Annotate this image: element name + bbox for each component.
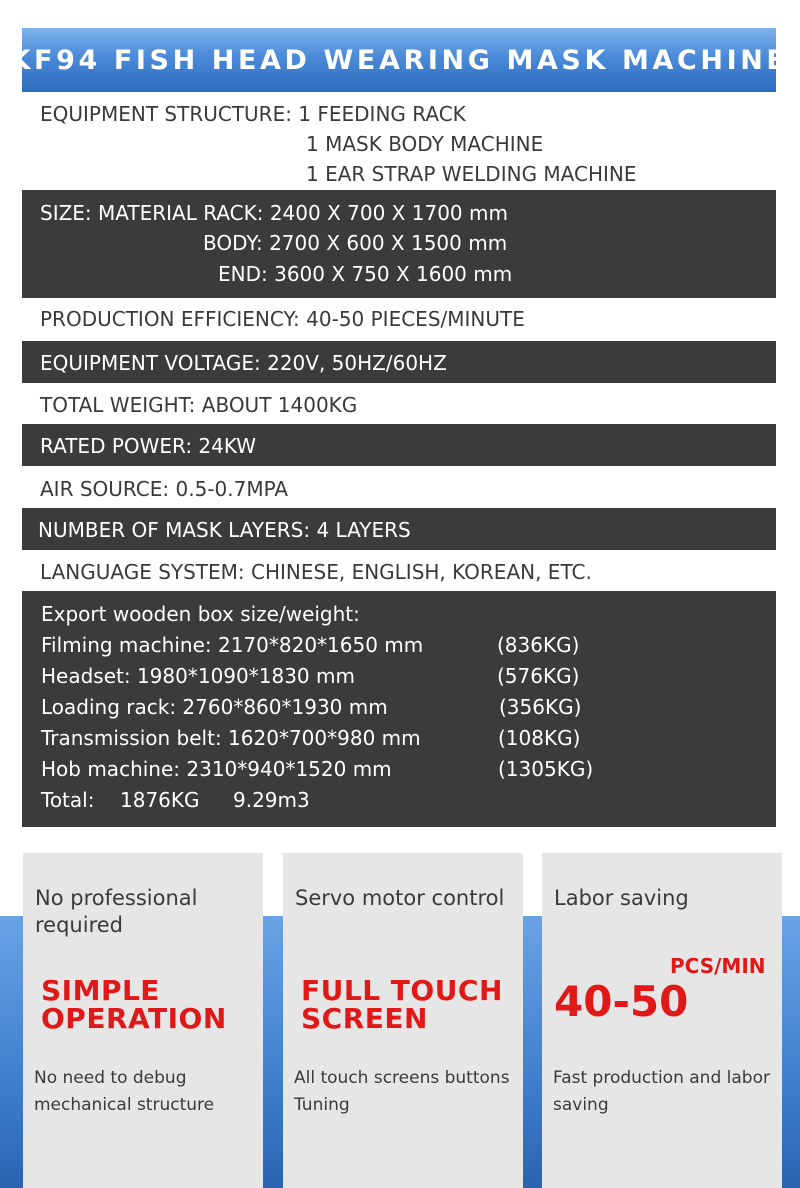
feature-description: Fast production and labor saving [553,1068,770,1115]
export-item-weight: (1305KG) [498,757,594,781]
feature-description: All touch screens buttons Tuning [294,1068,510,1115]
spec-row-layers [22,508,776,550]
spec-structure-line3: 1 EAR STRAP WELDING MACHINE [306,162,637,186]
page-title: KF94 FISH HEAD WEARING MASK MACHINE [9,44,789,76]
spec-structure-label: EQUIPMENT STRUCTURE: 1 FEEDING RACK [40,102,466,126]
feature-heading: Servo motor control [295,886,505,910]
export-item-weight: (836KG) [497,633,580,657]
spec-efficiency: PRODUCTION EFFICIENCY: 40-50 PIECES/MINUTE [40,307,525,331]
spec-voltage: EQUIPMENT VOLTAGE: 220V, 50HZ/60HZ [40,351,447,375]
feature-highlight: 40-50 [554,977,689,1026]
spec-weight: TOTAL WEIGHT: ABOUT 1400KG [40,393,358,417]
spec-size-line1: SIZE: MATERIAL RACK: 2400 X 700 X 1700 mm [40,201,508,225]
export-item-name: Loading rack: 2760*860*1930 mm [41,695,388,719]
spec-size-line3: END: 3600 X 750 X 1600 mm [218,262,513,286]
feature-card-labor-saving [542,853,782,1188]
spec-structure-line2: 1 MASK BODY MACHINE [306,132,544,156]
export-total-weight: 1876KG [120,788,200,812]
export-item-name: Hob machine: 2310*940*1520 mm [41,757,392,781]
export-item-name: Transmission belt: 1620*700*980 mm [41,726,421,750]
export-item-name: Filming machine: 2170*820*1650 mm [41,633,424,657]
spec-row-power [22,424,776,466]
export-total-label: Total: [41,788,95,812]
export-item-weight: (108KG) [498,726,581,750]
feature-card-simple-operation [23,853,263,1188]
feature-heading: Labor saving [554,886,689,910]
feature-description: No need to debug mechanical structure [34,1068,215,1115]
page-title-banner [9,28,789,92]
spec-row-size [22,190,776,298]
spec-row-voltage [22,341,776,383]
spec-size-line2: BODY: 2700 X 600 X 1500 mm [203,231,508,255]
spec-row-air [22,466,776,508]
spec-power: RATED POWER: 24KW [40,434,257,458]
spec-row-structure [22,92,776,190]
export-box-section [22,591,776,827]
feature-unit: PCS/MIN [670,954,766,978]
export-item-name: Headset: 1980*1090*1830 mm [41,664,355,688]
feature-highlight: SIMPLE OPERATION [41,974,227,1035]
spec-row-weight [22,383,776,424]
spec-row-language [22,550,776,591]
feature-heading: No professional required [35,886,198,937]
spec-layers: NUMBER OF MASK LAYERS: 4 LAYERS [38,518,411,542]
export-item-weight: (356KG) [499,695,582,719]
export-total-volume: 9.29m3 [233,788,310,812]
export-item-weight: (576KG) [497,664,580,688]
feature-card-touch-screen [283,853,523,1188]
export-heading: Export wooden box size/weight: [41,602,360,626]
spec-language: LANGUAGE SYSTEM: CHINESE, ENGLISH, KOREAN, ETC. [40,560,592,584]
spec-row-efficiency [22,298,776,341]
feature-highlight: FULL TOUCH SCREEN [301,974,503,1035]
spec-air: AIR SOURCE: 0.5-0.7MPA [40,477,289,501]
